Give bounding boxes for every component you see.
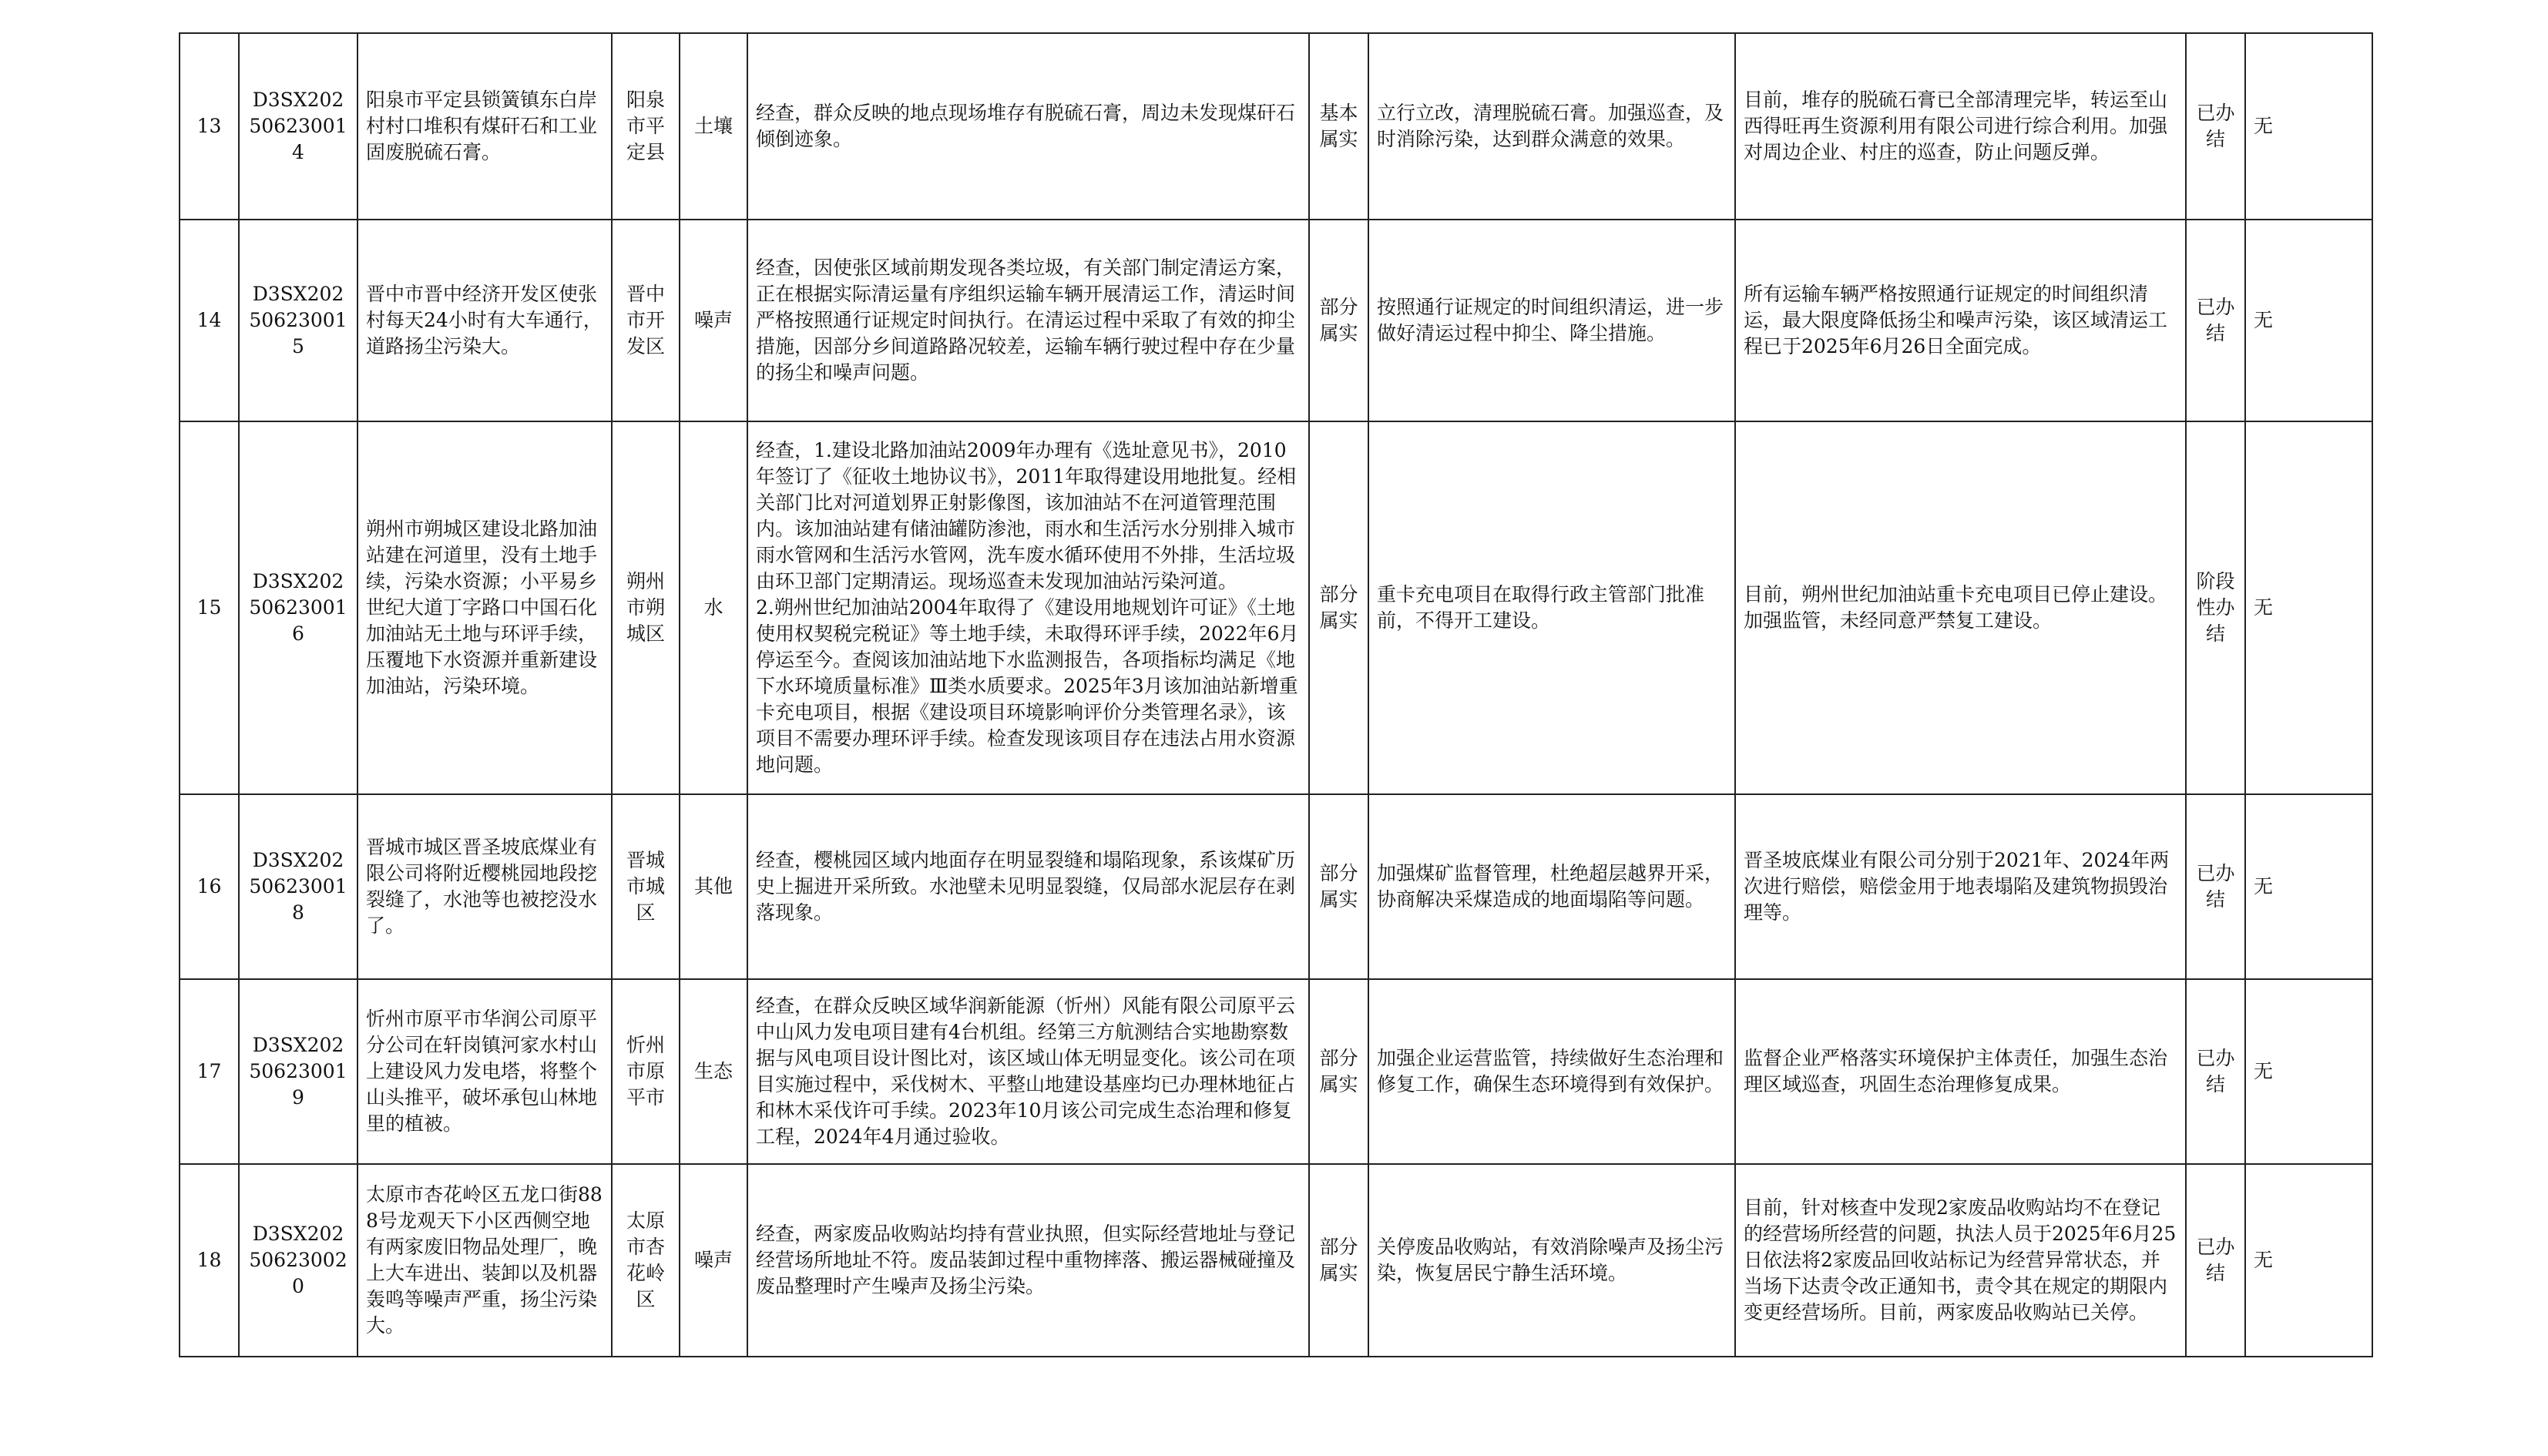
cell-result: 目前，朔州世纪加油站重卡充电项目已停止建设。加强监管，未经同意严禁复工建设。 bbox=[1735, 421, 2186, 794]
cell-result: 监督企业严格落实环境保护主体责任，加强生态治理区域巡查，巩固生态治理修复成果。 bbox=[1735, 979, 2186, 1164]
table-row bbox=[180, 1164, 2372, 1357]
cell-measures: 立行立改，清理脱硫石膏。加强巡查，及时消除污染，达到群众满意的效果。 bbox=[1368, 33, 1735, 220]
cell-verdict: 部分属实 bbox=[1309, 979, 1368, 1164]
cell-complaint: 晋城市城区晋圣坡底煤业有限公司将附近樱桃园地段挖裂缝了，水池等也被挖没水了。 bbox=[358, 794, 612, 979]
cell-status: 已办结 bbox=[2186, 1164, 2245, 1357]
cell-accountability: 无 bbox=[2245, 220, 2372, 421]
cell-pollution-type: 生态 bbox=[680, 979, 747, 1164]
cell-finding: 经查，两家废品收购站均持有营业执照，但实际经营地址与登记经营场所地址不符。废品装卸过程中重物摔落、搬运器械碰撞及废品整理时产生噪声及扬尘污染。 bbox=[747, 1164, 1309, 1357]
cell-complaint: 忻州市原平市华润公司原平分公司在轩岗镇河家水村山上建设风力发电塔，将整个山头推平，破坏承包山林地里的植被。 bbox=[358, 979, 612, 1164]
cell-area: 太原市杏花岭区 bbox=[612, 1164, 680, 1357]
cell-complaint: 阳泉市平定县锁簧镇东白岸村村口堆积有煤矸石和工业固废脱硫石膏。 bbox=[358, 33, 612, 220]
cell-status: 已办结 bbox=[2186, 794, 2245, 979]
cell-verdict: 部分属实 bbox=[1309, 220, 1368, 421]
cell-pollution-type: 噪声 bbox=[680, 1164, 747, 1357]
cell-pollution-type: 水 bbox=[680, 421, 747, 794]
cell-measures: 加强煤矿监督管理，杜绝超层越界开采，协商解决采煤造成的地面塌陷等问题。 bbox=[1368, 794, 1735, 979]
cell-accountability: 无 bbox=[2245, 979, 2372, 1164]
cell-finding: 经查，樱桃园区域内地面存在明显裂缝和塌陷现象，系该煤矿历史上掘进开采所致。水池壁未见明显裂缝，仅局部水泥层存在剥落现象。 bbox=[747, 794, 1309, 979]
cell-complaint: 朔州市朔城区建设北路加油站建在河道里，没有土地手续，污染水资源；小平易乡世纪大道丁字路口中国石化加油站无土地与环评手续，压覆地下水资源并重新建设加油站，污染环境。 bbox=[358, 421, 612, 794]
cell-case-code: D3SX202506230016 bbox=[239, 421, 358, 794]
cell-result: 所有运输车辆严格按照通行证规定的时间组织清运，最大限度降低扬尘和噪声污染，该区域清运工程已于2025年6月26日全面完成。 bbox=[1735, 220, 2186, 421]
cell-case-code: D3SX202506230019 bbox=[239, 979, 358, 1164]
cell-area: 晋城市城区 bbox=[612, 794, 680, 979]
cell-measures: 加强企业运营监管，持续做好生态治理和修复工作，确保生态环境得到有效保护。 bbox=[1368, 979, 1735, 1164]
table-row bbox=[180, 220, 2372, 421]
case-table bbox=[179, 32, 2373, 1357]
cell-area: 忻州市原平市 bbox=[612, 979, 680, 1164]
cell-accountability: 无 bbox=[2245, 1164, 2372, 1357]
cell-area: 阳泉市平定县 bbox=[612, 33, 680, 220]
cell-finding: 经查，在群众反映区域华润新能源（忻州）风能有限公司原平云中山风力发电项目建有4台机组。经第三方航测结合实地勘察数据与风电项目设计图比对，该区域山体无明显变化。该公司在项目实施过程中，采伐树木、平整山地建设基座均已办理林地征占和林木采伐许可手续。2023年10月该公司完成生态治理和修复工程，2024年4月通过验收。 bbox=[747, 979, 1309, 1164]
cell-number: 14 bbox=[180, 220, 239, 421]
table-body bbox=[180, 33, 2372, 1357]
cell-finding: 经查，因使张区域前期发现各类垃圾，有关部门制定清运方案，正在根据实际清运量有序组织运输车辆开展清运工作，清运时间严格按照通行证规定时间执行。在清运过程中采取了有效的抑尘措施，因部分乡间道路路况较差，运输车辆行驶过程中存在少量的扬尘和噪声问题。 bbox=[747, 220, 1309, 421]
cell-accountability: 无 bbox=[2245, 421, 2372, 794]
cell-result: 目前，针对核查中发现2家废品收购站均不在登记的经营场所经营的问题，执法人员于2025年6月25日依法将2家废品回收站标记为经营异常状态，并当场下达责令改正通知书，责令其在规定的期限内变更经营场所。目前，两家废品收购站已关停。 bbox=[1735, 1164, 2186, 1357]
table-row bbox=[180, 33, 2372, 220]
cell-measures: 重卡充电项目在取得行政主管部门批准前，不得开工建设。 bbox=[1368, 421, 1735, 794]
cell-number: 18 bbox=[180, 1164, 239, 1357]
cell-result: 晋圣坡底煤业有限公司分别于2021年、2024年两次进行赔偿，赔偿金用于地表塌陷及建筑物损毁治理等。 bbox=[1735, 794, 2186, 979]
cell-complaint: 晋中市晋中经济开发区使张村每天24小时有大车通行，道路扬尘污染大。 bbox=[358, 220, 612, 421]
cell-status: 已办结 bbox=[2186, 220, 2245, 421]
cell-finding: 经查，群众反映的地点现场堆存有脱硫石膏，周边未发现煤矸石倾倒迹象。 bbox=[747, 33, 1309, 220]
cell-number: 16 bbox=[180, 794, 239, 979]
cell-number: 13 bbox=[180, 33, 239, 220]
cell-result: 目前，堆存的脱硫石膏已全部清理完毕，转运至山西得旺再生资源利用有限公司进行综合利用。加强对周边企业、村庄的巡查，防止问题反弹。 bbox=[1735, 33, 2186, 220]
cell-case-code: D3SX202506230020 bbox=[239, 1164, 358, 1357]
cell-verdict: 部分属实 bbox=[1309, 794, 1368, 979]
cell-status: 已办结 bbox=[2186, 33, 2245, 220]
cell-verdict: 基本属实 bbox=[1309, 33, 1368, 220]
cell-status: 已办结 bbox=[2186, 979, 2245, 1164]
cell-measures: 关停废品收购站，有效消除噪声及扬尘污染，恢复居民宁静生活环境。 bbox=[1368, 1164, 1735, 1357]
cell-area: 朔州市朔城区 bbox=[612, 421, 680, 794]
table-row bbox=[180, 421, 2372, 794]
cell-status: 阶段性办结 bbox=[2186, 421, 2245, 794]
cell-case-code: D3SX202506230014 bbox=[239, 33, 358, 220]
cell-case-code: D3SX202506230018 bbox=[239, 794, 358, 979]
cell-complaint: 太原市杏花岭区五龙口街888号龙观天下小区西侧空地有两家废旧物品处理厂，晚上大车进出、装卸以及机器轰鸣等噪声严重，扬尘污染大。 bbox=[358, 1164, 612, 1357]
cell-finding: 经查，1.建设北路加油站2009年办理有《选址意见书》，2010年签订了《征收土地协议书》，2011年取得建设用地批复。经相关部门比对河道划界正射影像图，该加油站不在河道管理范围内。该加油站建有储油罐防渗池，雨水和生活污水分别排入城市雨水管网和生活污水管网，洗车废水循环使用不外排，生活垃圾由环卫部门定期清运。现场巡查未发现加油站污染河道。 2.朔州世纪加油站2004年取得了《建设用地规划许可证》《土地使用权契税完税证》等土地手续，未取得环评手续，2022年6月停运至今。查阅该加油站地下水监测报告，各项指标均满足《地下水环境质量标准》Ⅲ类水质要求。2025年3月该加油站新增重卡充电项目，根据《建设项目环境影响评价分类管理名录》，该项目不需要办理环评手续。检查发现该项目存在违法占用水资源地问题。 bbox=[747, 421, 1309, 794]
cell-number: 15 bbox=[180, 421, 239, 794]
cell-accountability: 无 bbox=[2245, 33, 2372, 220]
table-row bbox=[180, 794, 2372, 979]
table-row bbox=[180, 979, 2372, 1164]
cell-accountability: 无 bbox=[2245, 794, 2372, 979]
cell-verdict: 部分属实 bbox=[1309, 1164, 1368, 1357]
cell-measures: 按照通行证规定的时间组织清运，进一步做好清运过程中抑尘、降尘措施。 bbox=[1368, 220, 1735, 421]
cell-pollution-type: 土壤 bbox=[680, 33, 747, 220]
cell-pollution-type: 其他 bbox=[680, 794, 747, 979]
cell-verdict: 部分属实 bbox=[1309, 421, 1368, 794]
cell-number: 17 bbox=[180, 979, 239, 1164]
cell-case-code: D3SX202506230015 bbox=[239, 220, 358, 421]
cell-pollution-type: 噪声 bbox=[680, 220, 747, 421]
cell-area: 晋中市开发区 bbox=[612, 220, 680, 421]
